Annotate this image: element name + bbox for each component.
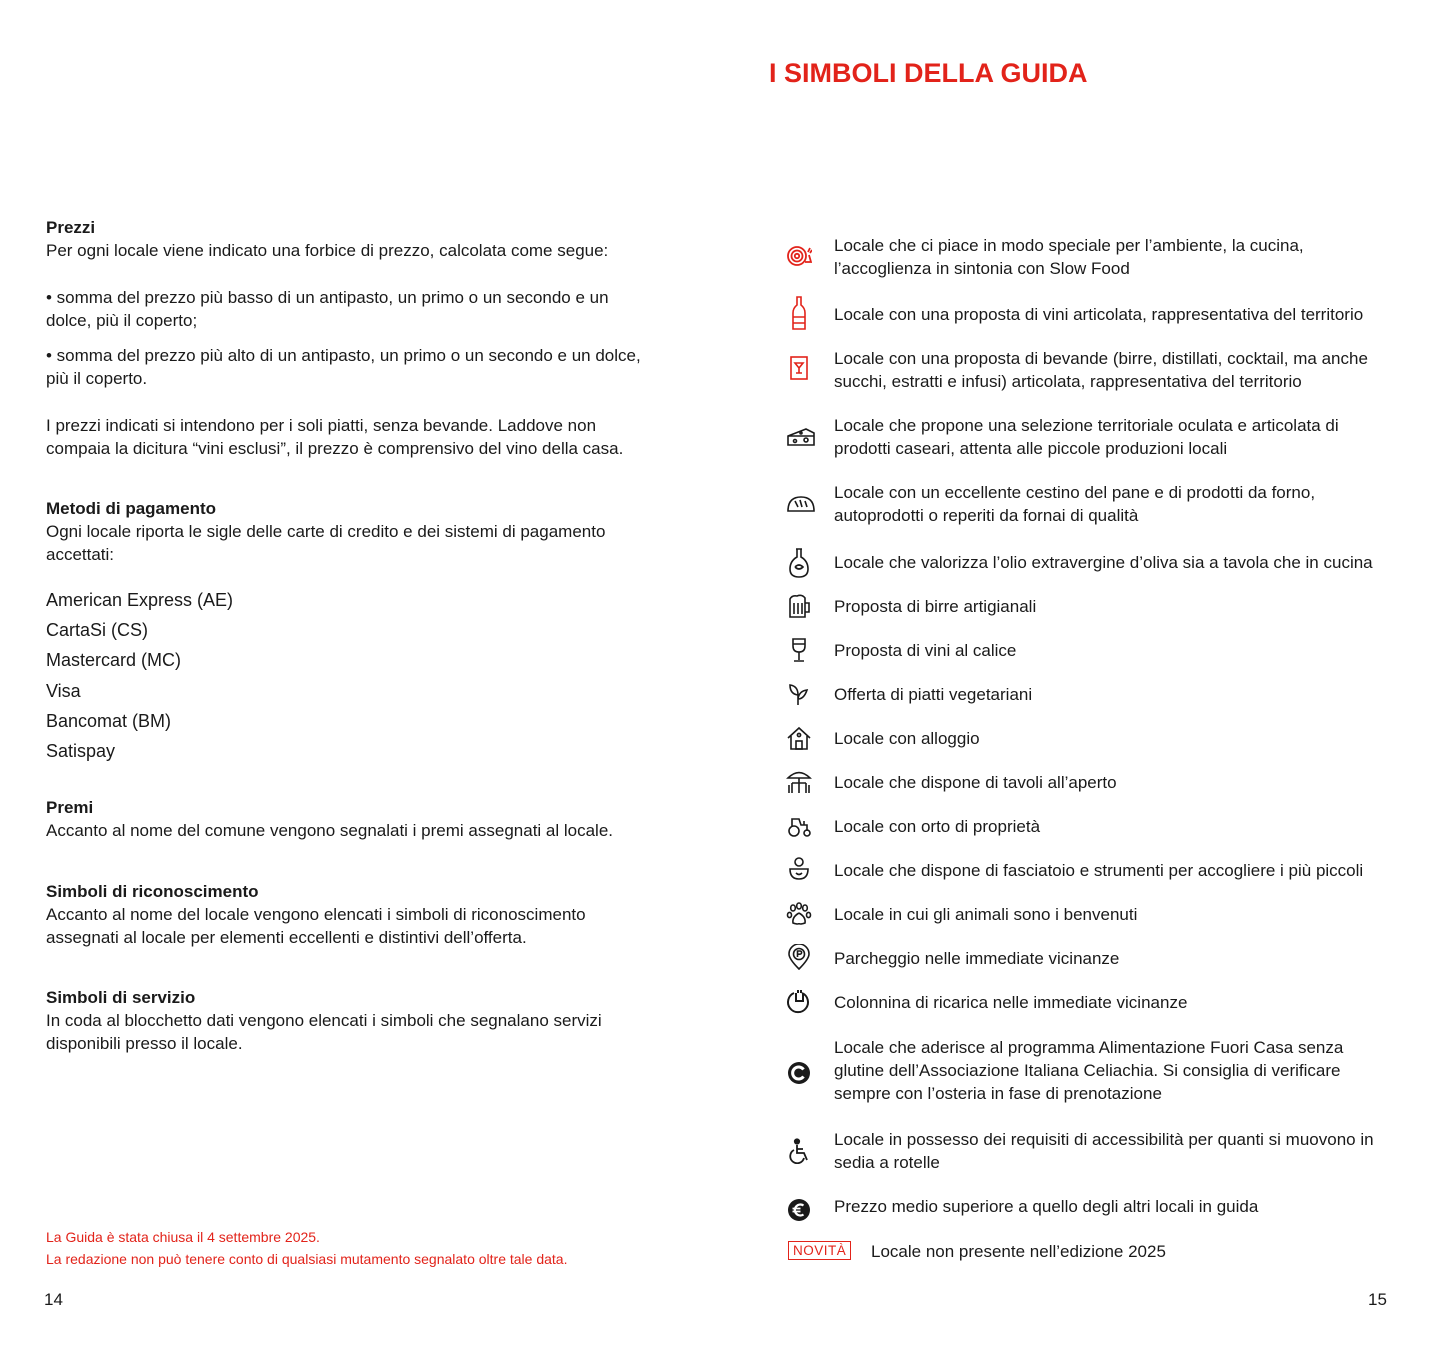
list-item: Mastercard (MC) <box>46 650 182 671</box>
premi-heading: Premi <box>46 798 94 817</box>
symbol-line: Locale con un eccellente cestino del pane e di prodotti da forno, <box>834 483 1316 502</box>
symbol-text <box>834 1036 1394 1105</box>
payment-methods-list <box>46 585 233 766</box>
metodi-heading: Metodi di pagamento <box>46 499 216 518</box>
servizio-line-2: disponibili presso il locale. <box>46 1034 243 1053</box>
celiac-c-icon <box>786 1060 812 1086</box>
list-item: American Express (AE) <box>46 590 234 610</box>
beer-mug-icon <box>786 593 812 619</box>
prezzi-note-line-1: I prezzi indicati si intendono per i soli piatti, senza bevande. Laddove non <box>46 416 597 435</box>
symbol-text <box>834 595 1394 618</box>
list-item: Satispay <box>46 741 116 762</box>
symbol-text <box>834 639 1394 662</box>
symbol-text <box>834 903 1394 926</box>
symbol-line: Colonnina di ricarica nelle immediate vicinanze <box>834 993 1188 1012</box>
page-number-left: 14 <box>44 1290 63 1309</box>
symbol-line: glutine dell’Associazione Italiana Celiachia. Si consiglia di verificare <box>834 1061 1341 1080</box>
page-title: I SIMBOLI DELLA GUIDA <box>769 58 1088 88</box>
symbol-line: l’accoglienza in sintonia con Slow Food <box>834 259 1130 278</box>
prezzi-section <box>46 216 666 262</box>
closing-footnote <box>46 1226 567 1270</box>
symbol-text <box>834 947 1394 970</box>
symbol-text <box>834 347 1394 393</box>
bullet-1-line-1: • somma del prezzo più basso di un antipasto, un primo o un secondo e un <box>46 288 609 307</box>
symbol-line: Locale con alloggio <box>834 729 980 748</box>
left-page <box>0 0 722 1360</box>
prezzi-heading: Prezzi <box>46 218 96 237</box>
symbol-text <box>834 303 1394 326</box>
symbol-text <box>834 481 1394 527</box>
page-number-right: 15 <box>1368 1290 1387 1309</box>
symbol-text <box>834 859 1394 882</box>
symbol-line: Locale in cui gli animali sono i benvenuti <box>834 905 1138 924</box>
symbol-line: prodotti caseari, attenta alle piccole produzioni locali <box>834 439 1228 458</box>
symbol-line: Proposta di vini al calice <box>834 641 1017 660</box>
symbol-line: sedia a rotelle <box>834 1153 940 1172</box>
novita-badge: NOVITÀ <box>788 1241 851 1260</box>
prezzi-bullet-2 <box>46 344 666 390</box>
symbol-text <box>834 234 1394 280</box>
symbol-line: Locale che valorizza l’olio extravergine d’oliva sia a tavola che in cucina <box>834 553 1373 572</box>
footnote-line-1: La Guida è stata chiusa il 4 settembre 2025. <box>46 1229 320 1245</box>
symbol-line: Locale che dispone di fasciatoio e strumenti per accogliere i più piccoli <box>834 861 1364 880</box>
drinks-menu-icon <box>786 355 812 381</box>
wheelchair-icon <box>786 1138 812 1164</box>
charging-plug-icon <box>786 989 812 1015</box>
symbol-text <box>834 414 1394 460</box>
symbol-line: Locale che propone una selezione territoriale oculata e articolata di <box>834 416 1339 435</box>
vegetarian-leaf-icon <box>786 681 812 707</box>
premi-section <box>46 796 666 842</box>
prezzi-note <box>46 414 666 460</box>
prezzi-note-line-2: compaia la dicitura “vini esclusi”, il prezzo è comprensivo del vino della casa. <box>46 439 624 458</box>
wine-glass-icon <box>786 637 812 663</box>
symbol-text <box>834 551 1394 574</box>
bullet-2-line-1: • somma del prezzo più alto di un antipasto, un primo o un secondo e un dolce, <box>46 346 641 365</box>
symbol-line: Prezzo medio superiore a quello degli altri locali in guida <box>834 1197 1259 1216</box>
parking-icon <box>786 944 812 970</box>
symbol-line: autoprodotti o reperiti da fornai di qualità <box>834 506 1139 525</box>
symbol-line: Locale che ci piace in modo speciale per l’ambiente, la cucina, <box>834 236 1304 255</box>
symbol-line: Locale con una proposta di bevande (birre, distillati, cocktail, ma anche <box>834 349 1368 368</box>
riconoscimento-line-2: assegnati al locale per elementi eccellenti e distintivi dell’offerta. <box>46 928 527 947</box>
euro-icon <box>786 1197 812 1223</box>
novita-description: Locale non presente nell’edizione 2025 <box>871 1242 1166 1261</box>
list-item: Bancomat (BM) <box>46 710 172 731</box>
prezzi-bullet-1 <box>46 286 666 332</box>
servizio-line-1: In coda al blocchetto dati vengono elencati i simboli che segnalano servizi <box>46 1011 602 1030</box>
metodi-text-line-2: accettati: <box>46 545 115 564</box>
symbol-text <box>834 727 1394 750</box>
bullet-1-line-2: dolce, più il coperto; <box>46 311 198 330</box>
snail-icon <box>786 242 812 268</box>
outdoor-table-icon <box>786 769 812 795</box>
symbol-line: Locale con una proposta di vini articolata, rappresentativa del territorio <box>834 305 1364 324</box>
symbol-line: Locale che aderisce al programma Alimentazione Fuori Casa senza <box>834 1038 1344 1057</box>
symbol-line: Locale in possesso dei requisiti di accessibilità per quanti si muovono in <box>834 1130 1374 1149</box>
baby-icon <box>786 855 812 881</box>
symbol-line: Locale con orto di proprietà <box>834 817 1041 836</box>
footnote-line-2: La redazione non può tenere conto di qualsiasi mutamento segnalato oltre tale data. <box>46 1251 568 1267</box>
list-item: Visa <box>46 680 81 701</box>
tractor-icon <box>786 813 812 839</box>
house-icon <box>786 725 812 751</box>
symbol-line: Offerta di piatti vegetariani <box>834 685 1033 704</box>
symbol-text <box>834 815 1394 838</box>
symbol-line: sempre con l’osteria in fase di prenotazione <box>834 1084 1162 1103</box>
riconoscimento-line-1: Accanto al nome del locale vengono elencati i simboli di riconoscimento <box>46 905 586 924</box>
bread-icon <box>786 491 816 517</box>
prezzi-intro: Per ogni locale viene indicato una forbice di prezzo, calcolata come segue: <box>46 241 609 260</box>
riconoscimento-section <box>46 880 666 949</box>
symbol-line: succhi, estratti e infusi) articolata, rappresentativa del territorio <box>834 372 1302 391</box>
bullet-2-line-2: più il coperto. <box>46 369 148 388</box>
premi-text: Accanto al nome del comune vengono segnalati i premi assegnati al locale. <box>46 821 614 840</box>
symbol-text <box>834 1195 1394 1218</box>
symbol-line: Proposta di birre artigianali <box>834 597 1037 616</box>
servizio-heading: Simboli di servizio <box>46 988 196 1007</box>
metodi-section <box>46 497 666 566</box>
symbol-text <box>834 683 1394 706</box>
symbol-line: Parcheggio nelle immediate vicinanze <box>834 949 1120 968</box>
paw-icon <box>786 901 812 927</box>
symbol-text <box>834 771 1394 794</box>
wine-bottle-icon <box>786 295 812 331</box>
metodi-text-line-1: Ogni locale riporta le sigle delle carte di credito e dei sistemi di pagamento <box>46 522 606 541</box>
servizio-section <box>46 986 666 1055</box>
symbol-line: Locale che dispone di tavoli all’aperto <box>834 773 1117 792</box>
right-page <box>722 0 1445 1360</box>
symbol-text <box>834 991 1394 1014</box>
symbol-text <box>834 1128 1394 1174</box>
olive-oil-icon <box>786 547 812 579</box>
riconoscimento-heading: Simboli di riconoscimento <box>46 882 259 901</box>
cheese-icon <box>786 424 816 450</box>
list-item: CartaSi (CS) <box>46 620 149 641</box>
